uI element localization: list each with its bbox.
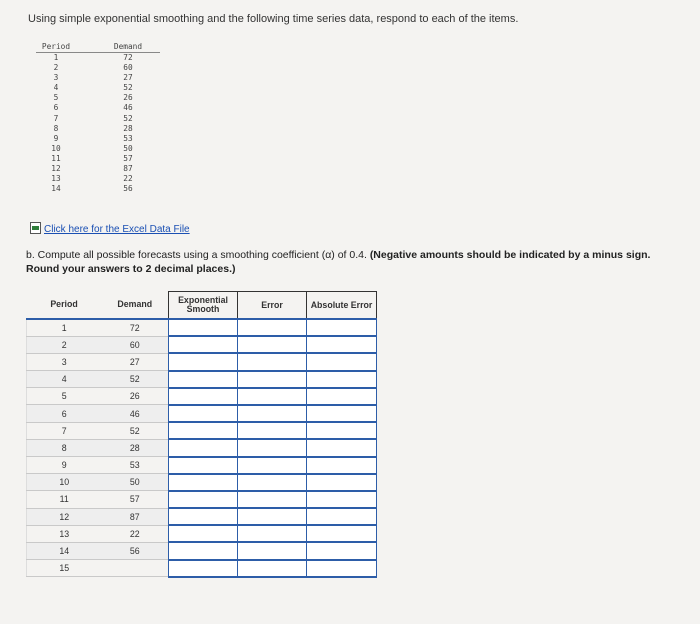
exponential-smooth-input-cell[interactable] bbox=[169, 319, 238, 336]
data-table-period: 6 bbox=[53, 103, 59, 113]
error-input[interactable] bbox=[238, 337, 306, 352]
exponential-smooth-input-cell[interactable] bbox=[169, 508, 238, 525]
exponential-smooth-input-cell[interactable] bbox=[169, 525, 238, 542]
exponential-smooth-input-cell[interactable] bbox=[169, 422, 238, 439]
error-input[interactable] bbox=[238, 561, 306, 576]
data-table-period: 9 bbox=[53, 133, 59, 143]
data-table-row bbox=[36, 154, 160, 164]
data-table-demand: 72 bbox=[123, 53, 133, 62]
data-table-period: 2 bbox=[53, 63, 59, 73]
exponential-smooth-input[interactable] bbox=[169, 354, 237, 369]
absolute-error-input-cell[interactable] bbox=[307, 560, 377, 577]
data-table-period: 13 bbox=[51, 174, 61, 184]
error-input-cell[interactable] bbox=[238, 491, 307, 508]
row-demand: 50 bbox=[102, 474, 169, 491]
absolute-error-input-cell[interactable] bbox=[307, 405, 377, 422]
row-period: 15 bbox=[27, 560, 102, 577]
data-table-row bbox=[36, 144, 160, 154]
data-table-demand: 26 bbox=[123, 93, 133, 103]
absolute-error-input[interactable] bbox=[307, 389, 376, 404]
row-period: 8 bbox=[27, 439, 102, 456]
answer-table-row bbox=[27, 371, 377, 388]
data-table-row bbox=[36, 174, 160, 184]
question-b bbox=[26, 249, 676, 276]
exponential-smooth-input-cell[interactable] bbox=[169, 388, 238, 405]
data-table-row bbox=[36, 114, 160, 124]
absolute-error-input-cell[interactable] bbox=[307, 508, 377, 525]
row-demand: 53 bbox=[102, 457, 169, 474]
data-table-demand: 22 bbox=[123, 174, 133, 184]
row-period: 7 bbox=[27, 422, 102, 439]
absolute-error-input[interactable] bbox=[307, 320, 376, 335]
absolute-error-input-cell[interactable] bbox=[307, 319, 377, 336]
data-table-row bbox=[36, 63, 160, 73]
row-period: 14 bbox=[27, 542, 102, 559]
answer-table-row bbox=[27, 388, 377, 405]
exponential-smooth-input[interactable] bbox=[169, 458, 237, 473]
row-demand: 22 bbox=[102, 525, 169, 542]
absolute-error-input[interactable] bbox=[307, 440, 376, 455]
data-table-period: 11 bbox=[51, 153, 61, 163]
data-table-period: 14 bbox=[51, 184, 61, 194]
row-period: 4 bbox=[27, 371, 102, 388]
data-table-row bbox=[36, 103, 160, 113]
exponential-smooth-input-cell[interactable] bbox=[169, 336, 238, 353]
row-demand: 52 bbox=[102, 422, 169, 439]
exponential-smooth-input-cell[interactable] bbox=[169, 371, 238, 388]
row-period: 6 bbox=[27, 405, 102, 422]
error-input[interactable] bbox=[238, 406, 306, 421]
error-input-cell[interactable] bbox=[238, 525, 307, 542]
error-input[interactable] bbox=[238, 440, 306, 455]
absolute-error-input-cell[interactable] bbox=[307, 525, 377, 542]
absolute-error-input-cell[interactable] bbox=[307, 422, 377, 439]
answer-table-row bbox=[27, 353, 377, 370]
exponential-smooth-input-cell[interactable] bbox=[169, 457, 238, 474]
absolute-error-input[interactable] bbox=[307, 543, 376, 558]
row-demand: 27 bbox=[102, 353, 169, 370]
error-input[interactable] bbox=[238, 543, 306, 558]
data-table-row bbox=[36, 83, 160, 93]
data-table-demand: 57 bbox=[123, 153, 133, 163]
row-period: 11 bbox=[27, 491, 102, 508]
absolute-error-input-cell[interactable] bbox=[307, 353, 377, 370]
exponential-smooth-input[interactable] bbox=[169, 543, 237, 558]
absolute-error-input-cell[interactable] bbox=[307, 457, 377, 474]
error-input[interactable] bbox=[238, 354, 306, 369]
exponential-smooth-input-cell[interactable] bbox=[169, 542, 238, 559]
data-table-period: 5 bbox=[53, 93, 59, 103]
header-period: Period bbox=[27, 292, 102, 320]
error-input-cell[interactable] bbox=[238, 542, 307, 559]
absolute-error-input[interactable] bbox=[307, 561, 376, 576]
error-input[interactable] bbox=[238, 526, 306, 541]
row-demand: 28 bbox=[102, 439, 169, 456]
row-demand: 52 bbox=[102, 371, 169, 388]
exponential-smooth-input-cell[interactable] bbox=[169, 439, 238, 456]
answer-table-row bbox=[27, 336, 377, 353]
data-table bbox=[36, 42, 160, 194]
data-table-period: 7 bbox=[53, 113, 59, 123]
exponential-smooth-input[interactable] bbox=[169, 372, 237, 387]
error-input-cell[interactable] bbox=[238, 422, 307, 439]
answer-table-row bbox=[27, 319, 377, 336]
row-demand: 60 bbox=[102, 336, 169, 353]
row-period: 2 bbox=[27, 336, 102, 353]
absolute-error-input[interactable] bbox=[307, 354, 376, 369]
data-table-row bbox=[36, 184, 160, 194]
absolute-error-input[interactable] bbox=[307, 406, 376, 421]
question-instruction: (Negative amounts should be indicated by a minus sign. Round your answers to 2 decimal places.) bbox=[26, 249, 651, 275]
exponential-smooth-input-cell[interactable] bbox=[169, 474, 238, 491]
row-period: 9 bbox=[27, 457, 102, 474]
absolute-error-input-cell[interactable] bbox=[307, 336, 377, 353]
excel-file-icon bbox=[30, 222, 41, 234]
data-table-demand: 27 bbox=[123, 73, 133, 83]
error-input-cell[interactable] bbox=[238, 457, 307, 474]
exponential-smooth-input[interactable] bbox=[169, 337, 237, 352]
answer-table-row bbox=[27, 474, 377, 491]
data-table-period: 3 bbox=[53, 73, 59, 83]
data-table-period: 12 bbox=[51, 164, 61, 174]
absolute-error-input[interactable] bbox=[307, 475, 376, 490]
data-table-period: 4 bbox=[53, 83, 59, 93]
error-input[interactable] bbox=[238, 475, 306, 490]
answer-table-row bbox=[27, 457, 377, 474]
error-input-cell[interactable] bbox=[238, 319, 307, 336]
absolute-error-input[interactable] bbox=[307, 458, 376, 473]
row-demand: 26 bbox=[102, 388, 169, 405]
absolute-error-input[interactable] bbox=[307, 423, 376, 438]
row-period: 3 bbox=[27, 353, 102, 370]
row-period: 5 bbox=[27, 388, 102, 405]
absolute-error-input-cell[interactable] bbox=[307, 388, 377, 405]
question-part-text: b. Compute all possible forecasts using a smoothing coefficient (α) of 0.4. bbox=[26, 249, 367, 261]
data-table-row bbox=[36, 73, 160, 83]
error-input-cell[interactable] bbox=[238, 405, 307, 422]
error-input[interactable] bbox=[238, 458, 306, 473]
data-table-demand: 53 bbox=[123, 133, 133, 143]
data-table-demand: 56 bbox=[123, 184, 133, 194]
data-table-demand: 46 bbox=[123, 103, 133, 113]
header-error: Error bbox=[238, 292, 307, 320]
data-table-row bbox=[36, 164, 160, 174]
row-demand: 87 bbox=[102, 508, 169, 525]
data-table-period: 8 bbox=[53, 123, 59, 133]
error-input-cell[interactable] bbox=[238, 371, 307, 388]
answer-table-row bbox=[27, 508, 377, 525]
row-demand: 56 bbox=[102, 542, 169, 559]
intro-text: Using simple exponential smoothing and the following time series data, respond to each of the items. bbox=[28, 13, 519, 25]
error-input-cell[interactable] bbox=[238, 353, 307, 370]
exponential-smooth-input-cell[interactable] bbox=[169, 491, 238, 508]
row-period: 1 bbox=[27, 319, 102, 336]
data-table-header-demand: Demand bbox=[76, 42, 160, 53]
error-input[interactable] bbox=[238, 423, 306, 438]
exponential-smooth-input[interactable] bbox=[169, 406, 237, 421]
exponential-smooth-input[interactable] bbox=[169, 320, 237, 335]
row-demand: 46 bbox=[102, 405, 169, 422]
error-input-cell[interactable] bbox=[238, 336, 307, 353]
exponential-smooth-input[interactable] bbox=[169, 440, 237, 455]
header-absolute-error: Absolute Error bbox=[307, 292, 377, 320]
data-table-period: 1 bbox=[53, 53, 59, 62]
error-input-cell[interactable] bbox=[238, 388, 307, 405]
row-demand: 72 bbox=[102, 319, 169, 336]
data-table-row bbox=[36, 53, 160, 64]
excel-link-text[interactable]: Click here for the Excel Data File bbox=[44, 224, 190, 235]
absolute-error-input[interactable] bbox=[307, 492, 376, 507]
row-period: 10 bbox=[27, 474, 102, 491]
absolute-error-input-cell[interactable] bbox=[307, 439, 377, 456]
exponential-smooth-input[interactable] bbox=[169, 475, 237, 490]
error-input[interactable] bbox=[238, 389, 306, 404]
absolute-error-input-cell[interactable] bbox=[307, 371, 377, 388]
answer-table-row bbox=[27, 439, 377, 456]
data-table-demand: 28 bbox=[123, 123, 133, 133]
absolute-error-input-cell[interactable] bbox=[307, 542, 377, 559]
absolute-error-input[interactable] bbox=[307, 372, 376, 387]
answer-table-row bbox=[27, 542, 377, 559]
absolute-error-input[interactable] bbox=[307, 337, 376, 352]
row-period: 13 bbox=[27, 525, 102, 542]
data-table-row bbox=[36, 124, 160, 134]
absolute-error-input-cell[interactable] bbox=[307, 474, 377, 491]
data-table-row bbox=[36, 134, 160, 144]
error-input[interactable] bbox=[238, 509, 306, 524]
answer-table-row bbox=[27, 491, 377, 508]
error-input-cell[interactable] bbox=[238, 474, 307, 491]
data-table-period: 10 bbox=[51, 143, 61, 153]
answer-table-row bbox=[27, 422, 377, 439]
exponential-smooth-input[interactable] bbox=[169, 561, 237, 576]
exponential-smooth-input-cell[interactable] bbox=[169, 353, 238, 370]
exponential-smooth-input-cell[interactable] bbox=[169, 560, 238, 577]
exponential-smooth-input-cell[interactable] bbox=[169, 405, 238, 422]
answer-table bbox=[26, 291, 377, 578]
error-input[interactable] bbox=[238, 320, 306, 335]
exponential-smooth-input[interactable] bbox=[169, 526, 237, 541]
excel-data-file-link[interactable] bbox=[30, 222, 190, 235]
exponential-smooth-input[interactable] bbox=[169, 492, 237, 507]
answer-table-row bbox=[27, 405, 377, 422]
error-input-cell[interactable] bbox=[238, 508, 307, 525]
error-input-cell[interactable] bbox=[238, 560, 307, 577]
absolute-error-input-cell[interactable] bbox=[307, 491, 377, 508]
exponential-smooth-input[interactable] bbox=[169, 389, 237, 404]
exponential-smooth-input[interactable] bbox=[169, 423, 237, 438]
row-demand: 57 bbox=[102, 491, 169, 508]
answer-table-row bbox=[27, 560, 377, 577]
error-input[interactable] bbox=[238, 372, 306, 387]
error-input-cell[interactable] bbox=[238, 439, 307, 456]
answer-table-row bbox=[27, 525, 377, 542]
data-table-demand: 52 bbox=[123, 83, 133, 93]
data-table-demand: 60 bbox=[123, 63, 133, 73]
error-input[interactable] bbox=[238, 492, 306, 507]
data-table-row bbox=[36, 93, 160, 103]
header-demand: Demand bbox=[102, 292, 169, 320]
absolute-error-input[interactable] bbox=[307, 509, 376, 524]
data-table-demand: 52 bbox=[123, 113, 133, 123]
row-demand bbox=[102, 560, 169, 577]
header-exponential-smooth: Exponential Smooth bbox=[169, 292, 238, 320]
exponential-smooth-input[interactable] bbox=[169, 509, 237, 524]
data-table-demand: 50 bbox=[123, 143, 133, 153]
data-table-demand: 87 bbox=[123, 164, 133, 174]
row-period: 12 bbox=[27, 508, 102, 525]
absolute-error-input[interactable] bbox=[307, 526, 376, 541]
data-table-header-period: Period bbox=[36, 42, 76, 53]
